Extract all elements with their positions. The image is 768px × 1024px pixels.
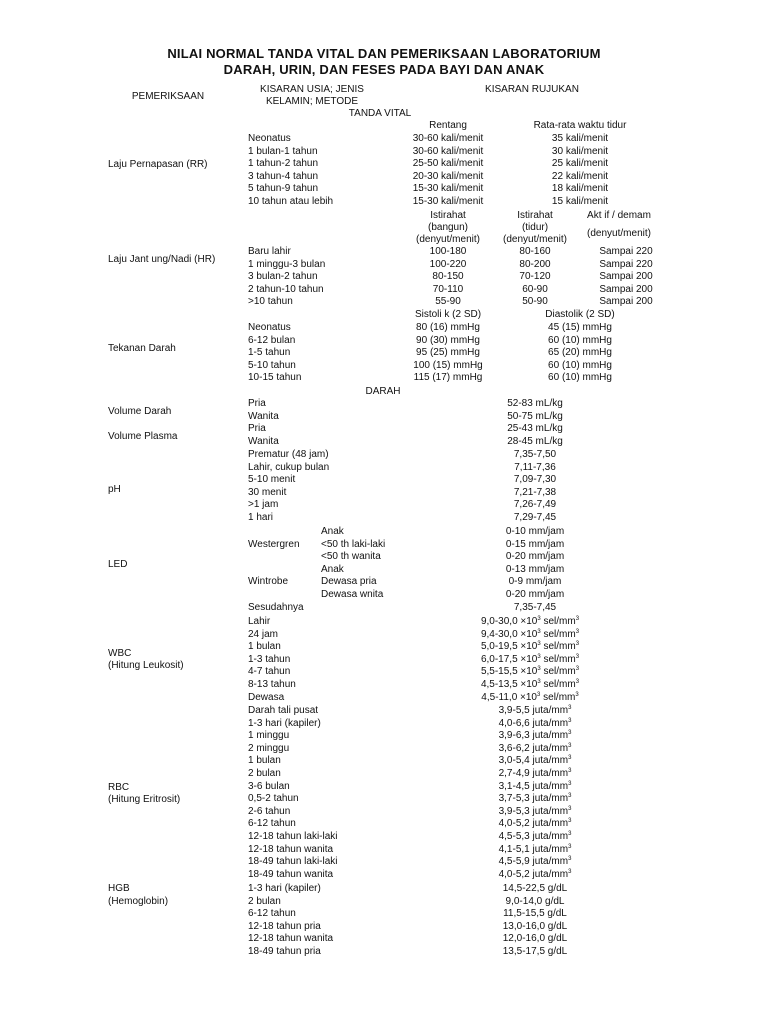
header-kisaran-rujukan: KISARAN RUJUKAN xyxy=(485,84,579,95)
led-group: Anak xyxy=(321,563,344,575)
rbc-age: 1-3 hari (kapiler) xyxy=(248,717,321,729)
section-tanda-vital: TANDA VITAL xyxy=(348,108,412,119)
td-col-sistolik: Sistoli k (2 SD) xyxy=(414,309,482,320)
rr-tidur: 22 kali/menit xyxy=(551,170,609,182)
rbc-value: 3,9-5,5 juta/$mm^3$ xyxy=(498,705,572,716)
led-wintrobe: Wintrobe xyxy=(248,576,289,587)
rbc-age: 6-12 tahun xyxy=(248,818,296,830)
ph-age: 5-10 menit xyxy=(248,474,296,486)
hr-col-bangun-3: (denyut/menit) xyxy=(416,234,480,245)
rr-age: 1 tahun-2 tahun xyxy=(248,158,319,170)
td-sistolik: 90 (30) mmHg xyxy=(416,334,480,346)
label-rbc-sub: (Hitung Eritrosit) xyxy=(108,794,181,805)
ph-value: 7,26-7,49 xyxy=(513,499,557,511)
hr-demam: Sampai 220 xyxy=(599,246,653,257)
hr-age: >10 tahun xyxy=(248,296,293,308)
hr-bangun: 55-90 xyxy=(435,296,461,308)
hgb-age: 12-18 tahun pria xyxy=(248,920,321,932)
hr-demam: Sampai 200 xyxy=(599,296,653,308)
hgb-value: 13,5-17,5 g/dL xyxy=(502,946,568,957)
label-laju-jantung: Laju Jant ung/Nadi (HR) xyxy=(108,254,216,265)
volume-age: Pria xyxy=(248,398,266,409)
rbc-value: 3,9-5,3 juta/$mm^3$ xyxy=(498,805,572,817)
td-col-diastolik: Diastolik (2 SD) xyxy=(545,309,615,320)
rr-col-rata-tidur: Rata-rata waktu tidur xyxy=(533,120,627,131)
hr-bangun: 80-150 xyxy=(432,271,464,283)
rr-tidur: 15 kali/menit xyxy=(551,196,609,207)
label-volume-darah: Volume Darah xyxy=(108,406,172,417)
ph-value: 7,09-7,30 xyxy=(513,474,557,486)
td-diastolik: 60 (10) mmHg xyxy=(548,372,612,384)
led-westergren: Westergren xyxy=(248,539,300,550)
ph-sesudahnya-age: Sesudahnya xyxy=(248,602,304,613)
rbc-value: 3,7-5,3 juta/$mm^3$ xyxy=(498,793,572,805)
rr-rentang: 30-60 kali/menit xyxy=(412,133,484,144)
td-diastolik: 65 (20) mmHg xyxy=(548,347,612,359)
hr-age: 1 minggu-3 bulan xyxy=(248,258,326,270)
hgb-value: 11,5-15,5 g/dL xyxy=(503,908,567,920)
ph-age: 1 hari xyxy=(248,512,274,523)
label-laju-pernapasan: Laju Pernapasan (RR) xyxy=(108,159,208,170)
led-group: <50 th wanita xyxy=(321,551,381,563)
wbc-value: $9,0-30,0 \times 10^3$ sel/$mm^3$ xyxy=(480,616,580,627)
hr-col-tidur-3: (denyut/menit) xyxy=(503,234,567,245)
wbc-value: $6,0-17,5 \times 10^3$ sel/$mm^3$ xyxy=(480,653,580,665)
volume-age: Wanita xyxy=(248,435,279,447)
rbc-age: 18-49 tahun wanita xyxy=(248,868,334,880)
document-title-line-1: NILAI NORMAL TANDA VITAL DAN PEMERIKSAAN LABORATORIUM xyxy=(167,46,601,61)
hr-bangun: 100-180 xyxy=(429,246,467,257)
document-title-line-2: DARAH, URIN, DAN FESES PADA BAYI DAN ANAK xyxy=(223,62,545,77)
rbc-value: 3,9-6,3 juta/$mm^3$ xyxy=(498,730,572,742)
hr-col-tidur-1: Istirahat xyxy=(517,210,553,221)
rbc-value: 4,0-6,6 juta/$mm^3$ xyxy=(498,717,572,729)
wbc-value: $9,4-30,0 \times 10^3$ sel/$mm^3$ xyxy=(480,628,580,640)
wbc-value: $4,5-13,5 \times 10^3$ sel/$mm^3$ xyxy=(480,679,580,690)
rr-rentang: 25-50 kali/menit xyxy=(412,158,484,170)
td-sistolik: 95 (25) mmHg xyxy=(416,347,480,359)
hr-bangun: 70-110 xyxy=(432,283,464,295)
td-diastolik: 60 (10) mmHg xyxy=(548,359,612,371)
hgb-value: 12,0-16,0 g/dL xyxy=(502,933,568,945)
rbc-age: 2 bulan xyxy=(248,768,281,779)
hgb-value: 13,0-16,0 g/dL xyxy=(502,920,568,932)
label-wbc: WBC xyxy=(108,648,132,659)
rr-col-rentang: Rentang xyxy=(429,120,467,131)
wbc-age: 1 bulan xyxy=(248,641,281,653)
header-pemeriksaan: PEMERIKSAAN xyxy=(131,91,205,102)
hr-tidur: 70-120 xyxy=(519,271,551,283)
label-tekanan-darah: Tekanan Darah xyxy=(108,343,176,354)
wbc-age: Lahir xyxy=(248,616,271,627)
td-sistolik: 80 (16) mmHg xyxy=(416,322,480,333)
hr-demam: Sampai 200 xyxy=(599,271,653,283)
ph-age: Lahir, cukup bulan xyxy=(248,461,330,473)
hr-col-tidur-2: (tidur) xyxy=(521,222,549,233)
rbc-value: 4,0-5,2 juta/$mm^3$ xyxy=(498,868,572,880)
header-kisaran-usia-line-2: KELAMIN; METODE xyxy=(265,96,359,107)
td-age: Neonatus xyxy=(248,322,291,333)
rbc-age: 3-6 bulan xyxy=(248,780,290,792)
rbc-value: 4,5-5,3 juta/$mm^3$ xyxy=(498,831,572,842)
volume-value: 28-45 mL/kg xyxy=(507,435,563,447)
rbc-value: 3,1-4,5 juta/$mm^3$ xyxy=(498,780,572,792)
volume-age: Pria xyxy=(248,423,266,435)
ph-value: 7,11-7,36 xyxy=(514,461,556,473)
label-ph: pH xyxy=(108,484,121,495)
ph-sesudahnya-value: 7,35-7,45 xyxy=(513,602,557,613)
led-value: 0-10 mm/jam xyxy=(505,526,565,537)
rbc-age: 2-6 tahun xyxy=(248,805,291,817)
ph-value: 7,35-7,50 xyxy=(513,449,557,460)
header-kisaran-usia-line-1: KISARAN USIA; JENIS xyxy=(260,84,364,95)
label-hgb-sub: (Hemoglobin) xyxy=(108,896,169,907)
volume-age: Wanita xyxy=(248,410,279,422)
wbc-age: 4-7 tahun xyxy=(248,666,291,678)
hr-tidur: 50-90 xyxy=(522,296,548,308)
led-value: 0-20 mm/jam xyxy=(505,589,565,600)
led-group: Dewasa wnita xyxy=(321,589,384,600)
label-volume-plasma: Volume Plasma xyxy=(108,431,178,442)
hr-age: Baru lahir xyxy=(248,246,291,257)
label-hgb: HGB xyxy=(108,883,130,894)
td-age: 10-15 tahun xyxy=(248,372,302,384)
rbc-age: 18-49 tahun laki-laki xyxy=(248,856,338,868)
rbc-value: 3,0-5,4 juta/$mm^3$ xyxy=(498,755,572,767)
td-age: 5-10 tahun xyxy=(248,359,296,371)
hr-tidur: 80-160 xyxy=(519,246,551,257)
hr-col-bangun-2: (bangun) xyxy=(427,222,469,233)
led-value: 0-9 mm/jam xyxy=(508,576,562,588)
td-sistolik: 100 (15) mmHg xyxy=(413,359,483,371)
rbc-age: 1 minggu xyxy=(248,730,290,742)
rr-tidur: 35 kali/menit xyxy=(551,133,609,144)
volume-value: 25-43 mL/kg xyxy=(507,423,563,435)
wbc-age: 8-13 tahun xyxy=(248,679,296,690)
hgb-age: 18-49 tahun pria xyxy=(248,946,321,957)
td-age: 1-5 tahun xyxy=(248,347,291,359)
hr-tidur: 80-200 xyxy=(519,258,551,270)
wbc-age: 1-3 tahun xyxy=(248,653,291,665)
label-rbc: RBC xyxy=(108,782,130,793)
rbc-age: 12-18 tahun wanita xyxy=(248,843,334,855)
wbc-value: $5,0-19,5 \times 10^3$ sel/$mm^3$ xyxy=(480,641,580,653)
rbc-age: 12-18 tahun laki-laki xyxy=(248,831,338,842)
volume-value: 50-75 mL/kg xyxy=(507,410,563,422)
hgb-age: 6-12 tahun xyxy=(248,908,296,920)
ph-value: 7,29-7,45 xyxy=(513,512,557,523)
wbc-age: 24 jam xyxy=(248,628,279,640)
hr-col-bangun-1: Istirahat xyxy=(430,210,466,221)
hgb-value: 14,5-22,5 g/dL xyxy=(502,883,568,894)
rbc-value: 3,6-6,2 juta/$mm^3$ xyxy=(498,742,572,754)
led-value: 0-15 mm/jam xyxy=(505,538,565,550)
led-group: <50 th laki-laki xyxy=(321,538,386,550)
td-age: 6-12 bulan xyxy=(248,334,296,346)
led-group: Dewasa pria xyxy=(321,576,377,588)
rr-age: Neonatus xyxy=(248,133,291,144)
hr-col-demam-2: (denyut/menit) xyxy=(587,228,651,239)
hr-age: 3 bulan-2 tahun xyxy=(248,271,318,283)
hgb-age: 12-18 tahun wanita xyxy=(248,933,334,945)
led-value: 0-20 mm/jam xyxy=(505,551,565,563)
ph-value: 7,21-7,38 xyxy=(513,486,557,498)
td-diastolik: 45 (15) mmHg xyxy=(548,322,612,333)
wbc-value: $4,5-11,0 \times 10^3$ sel/$mm^3$ xyxy=(481,691,579,703)
ph-age: Prematur (48 jam) xyxy=(248,449,329,460)
rr-rentang: 30-60 kali/menit xyxy=(412,145,484,157)
hr-age: 2 tahun-10 tahun xyxy=(248,283,324,295)
ph-age: 30 menit xyxy=(248,486,287,498)
hr-col-demam-1: Akt if / demam xyxy=(587,210,651,221)
rbc-age: 1 bulan xyxy=(248,755,281,767)
hgb-age: 1-3 hari (kapiler) xyxy=(248,883,321,894)
led-group: Anak xyxy=(321,526,344,537)
rr-rentang: 15-30 kali/menit xyxy=(412,196,484,207)
rr-tidur: 30 kali/menit xyxy=(551,145,609,157)
wbc-age: Dewasa xyxy=(248,691,285,703)
rr-tidur: 18 kali/menit xyxy=(551,183,609,195)
rbc-value: 4,5-5,9 juta/$mm^3$ xyxy=(498,856,572,868)
rbc-value: 2,7-4,9 juta/$mm^3$ xyxy=(498,768,572,779)
section-darah: DARAH xyxy=(365,386,401,397)
label-led: LED xyxy=(108,559,128,570)
td-diastolik: 60 (10) mmHg xyxy=(548,334,612,346)
hr-bangun: 100-220 xyxy=(429,258,467,270)
wbc-value: $5,5-15,5 \times 10^3$ sel/$mm^3$ xyxy=(480,666,580,678)
hr-demam: Sampai 200 xyxy=(599,283,653,295)
rbc-age: 2 minggu xyxy=(248,742,290,754)
rr-tidur: 25 kali/menit xyxy=(551,158,609,170)
td-sistolik: 115 (17) mmHg xyxy=(413,372,483,384)
rbc-age: Darah tali pusat xyxy=(248,705,319,716)
rr-age: 3 tahun-4 tahun xyxy=(248,170,319,182)
rbc-value: 4,0-5,2 juta/$mm^3$ xyxy=(498,818,572,830)
rbc-value: 4,1-5,1 juta/$mm^3$ xyxy=(498,843,572,855)
label-wbc-sub: (Hitung Leukosit) xyxy=(108,660,184,671)
ph-age: >1 jam xyxy=(248,499,279,511)
rr-rentang: 15-30 kali/menit xyxy=(412,183,484,195)
rr-rentang: 20-30 kali/menit xyxy=(412,170,484,182)
volume-value: 52-83 mL/kg xyxy=(507,398,563,409)
rr-age: 1 bulan-1 tahun xyxy=(248,145,318,157)
led-value: 0-13 mm/jam xyxy=(505,563,565,575)
hr-tidur: 60-90 xyxy=(522,283,548,295)
hgb-value: 9,0-14,0 g/dL xyxy=(505,895,565,907)
rr-age: 10 tahun atau lebih xyxy=(248,196,334,207)
rr-age: 5 tahun-9 tahun xyxy=(248,183,319,195)
rbc-age: 0,5-2 tahun xyxy=(248,793,299,805)
hgb-age: 2 bulan xyxy=(248,895,281,907)
hr-demam: Sampai 220 xyxy=(599,258,653,270)
